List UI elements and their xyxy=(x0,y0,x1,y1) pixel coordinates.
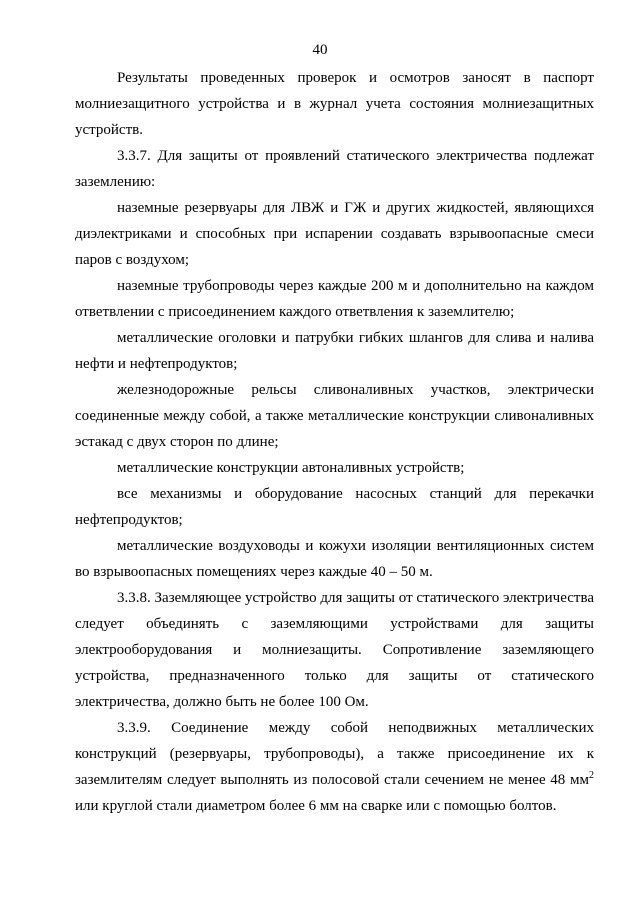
list-item-hose-heads: металлические оголовки и патрубки гибких шлангов для слива и налива нефти и нефтепродуктов; xyxy=(75,330,594,372)
paragraph-3-3-7: 3.3.7. Для защиты от проявлений статического электричества подлежат заземлению: xyxy=(75,148,594,190)
paragraph-3-3-9-text-start: 3.3.9. Соединение между собой неподвижных металлических конструкций (резервуары, трубопроводы), а также присоединение их к заземлителям следует выполнять из полосовой стали сечением не менее 48 мм xyxy=(75,720,594,788)
list-item-rail-tracks: железнодорожные рельсы сливоналивных участков, электрически соединенные между собой, а также металлические конструкции сливоналивных эстакад с двух сторон по длине; xyxy=(75,382,594,450)
page-number: 40 xyxy=(312,42,328,58)
list-item-air-ducts: металлические воздуховоды и кожухи изоляции вентиляционных систем во взрывоопасных помещениях через каждые 40 – 50 м. xyxy=(75,538,594,580)
paragraph-inspection-results: Результаты проведенных проверок и осмотров заносят в паспорт молниезащитного устройства и в журнал учета состояния молниезащитных устройств. xyxy=(75,70,594,138)
paragraph-3-3-9-text-end: или круглой стали диаметром более 6 мм на сварке или с помощью болтов. xyxy=(75,798,557,814)
list-item-pipelines: наземные трубопроводы через каждые 200 м и дополнительно на каждом ответвлении с присоединением каждого ответвления к заземлителю; xyxy=(75,278,594,320)
list-item-pump-stations: все механизмы и оборудование насосных станций для перекачки нефтепродуктов; xyxy=(75,486,594,528)
list-item-auto-loading: металлические конструкции автоналивных устройств; xyxy=(117,460,465,476)
document-body xyxy=(75,65,594,819)
list-item-ground-tanks: наземные резервуары для ЛВЖ и ГЖ и других жидкостей, являющихся диэлектриками и способных при испарении создавать взрывоопасные смеси паров с воздухом; xyxy=(75,200,594,268)
paragraph-3-3-8: 3.3.8. Заземляющее устройство для защиты от статического электричества следует объединять с заземляющими устройствами для защиты электрооборудования и молниезащиты. Сопротивление заземляющего устройства, предназначенного только для защиты от статического электричества, должно быть не более 100 Ом. xyxy=(75,590,594,710)
area-unit-superscript: 2 xyxy=(589,770,594,781)
paragraph-3-3-9 xyxy=(75,715,594,819)
